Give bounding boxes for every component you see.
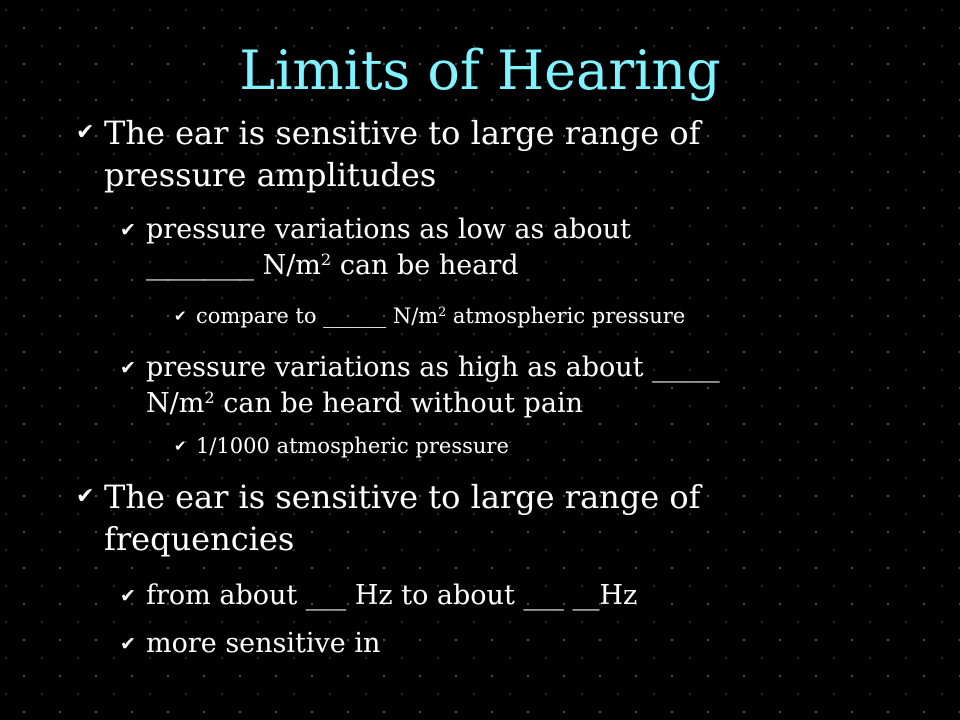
bullet-item-atmospheric-compare bbox=[174, 302, 686, 330]
bullet-text-line: 1/1000 atmospheric pressure bbox=[196, 434, 509, 458]
superscript-exponent: 2 bbox=[438, 304, 447, 320]
bullet-text-line bbox=[146, 248, 631, 284]
bullet-text-line bbox=[146, 386, 720, 422]
checkmark-icon: ✔ bbox=[76, 120, 95, 145]
bullet-text-line: from about ___ Hz to about ___ __Hz bbox=[146, 580, 638, 611]
bullet-text-line: pressure variations as low as about bbox=[146, 214, 631, 245]
bullet-text-line: pressure amplitudes bbox=[104, 156, 437, 194]
checkmark-icon: ✔ bbox=[120, 585, 136, 607]
checkmark-icon: ✔ bbox=[174, 307, 187, 325]
bullet-item-ear-frequency-range bbox=[76, 476, 701, 560]
bullet-text-line: The ear is sensitive to large range of bbox=[104, 114, 701, 152]
unit-text: N/m bbox=[146, 388, 205, 419]
bullet-text-line: pressure variations as high as about _____ bbox=[146, 352, 720, 383]
checkmark-icon: ✔ bbox=[120, 633, 136, 655]
checkmark-icon: ✔ bbox=[120, 219, 136, 241]
bullet-text-line: more sensitive in bbox=[146, 628, 381, 659]
bullet-text-tail: atmospheric pressure bbox=[446, 304, 686, 328]
bullet-item-frequency-limits bbox=[120, 578, 638, 614]
checkmark-icon: ✔ bbox=[174, 437, 187, 455]
blank-unit-text: ________ N/m bbox=[146, 250, 321, 281]
bullet-text-line: The ear is sensitive to large range of bbox=[104, 478, 701, 516]
bullet-item-more-sensitive bbox=[120, 626, 381, 662]
slide-title: Limits of Hearing bbox=[239, 39, 721, 102]
checkmark-icon: ✔ bbox=[120, 357, 136, 379]
bullet-item-ear-pressure-range bbox=[76, 112, 701, 196]
bullet-text-tail: can be heard bbox=[331, 250, 519, 281]
bullet-text-line: frequencies bbox=[104, 520, 295, 558]
superscript-exponent: 2 bbox=[204, 388, 215, 408]
bullet-item-one-thousandth bbox=[174, 432, 509, 460]
bullet-text-tail: can be heard without pain bbox=[214, 388, 583, 419]
checkmark-icon: ✔ bbox=[76, 484, 95, 509]
bullet-text-line: compare to ______ N/m bbox=[196, 304, 439, 328]
superscript-exponent: 2 bbox=[320, 250, 332, 270]
bullet-item-low-pressure bbox=[120, 212, 631, 284]
bullet-item-high-pressure bbox=[120, 350, 720, 422]
